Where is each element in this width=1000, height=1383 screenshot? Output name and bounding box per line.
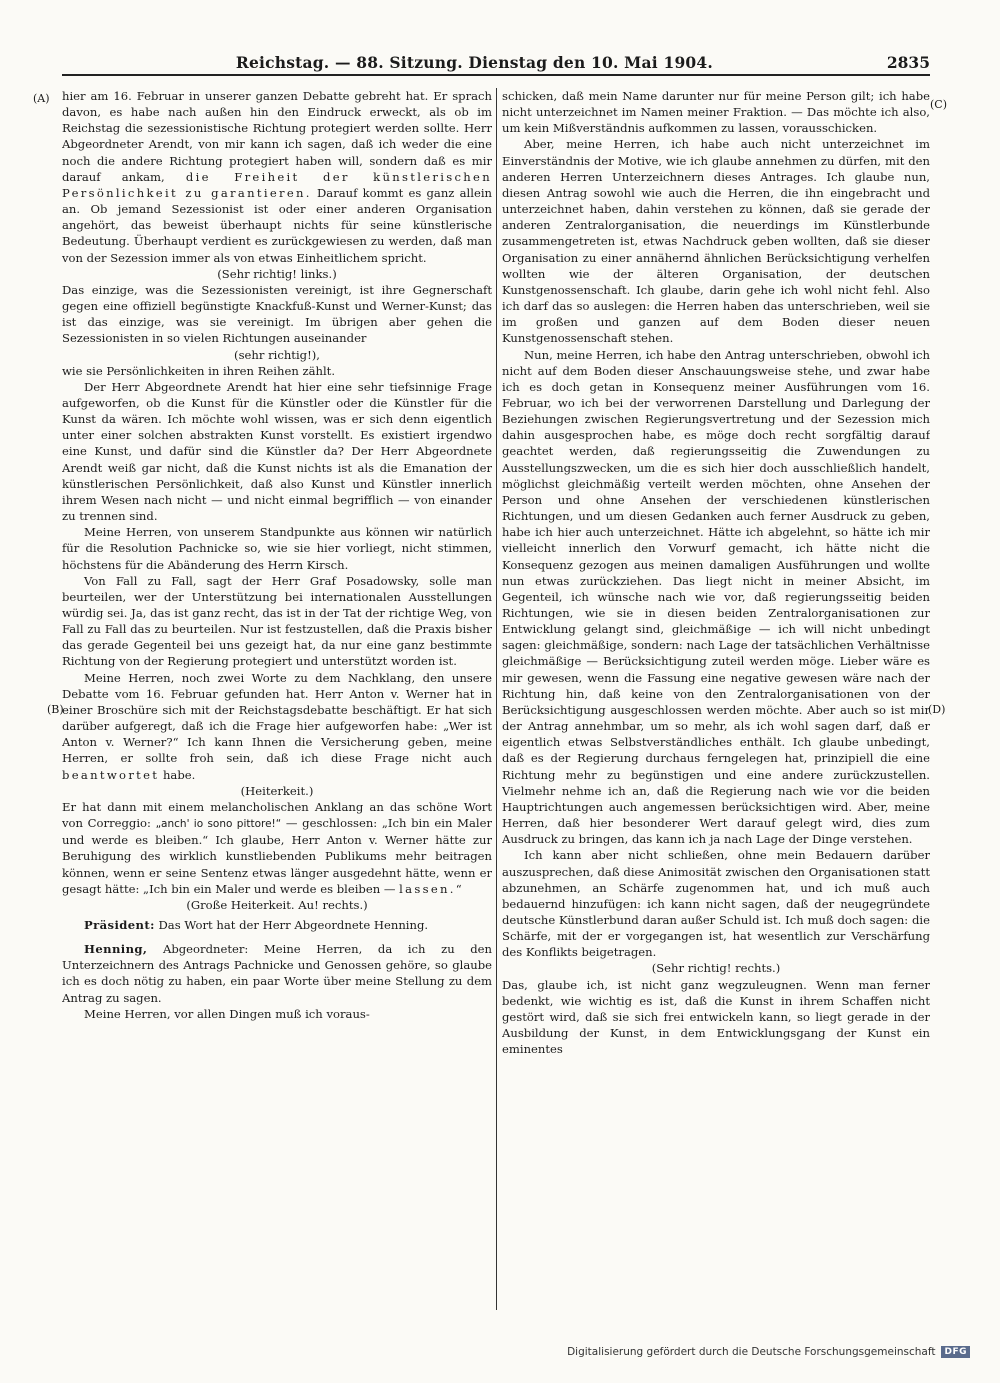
page-header [62, 50, 930, 76]
paragraph [62, 799, 492, 897]
digitization-credit: Digitalisierung gefördert durch die Deutsche Forschungsgemeinschaft [567, 1346, 936, 1358]
page-footer [567, 1346, 970, 1358]
paragraph: Meine Herren, vor allen Dingen muß ich voraus- [84, 1006, 370, 1021]
text-run: hier am 16. Februar in unserer ganzen Debatte gebreht hat. Er sprach davon, es habe nach außen hin den Eindruck erweckt, als ob im Reichstag die sezessionistische Richtung protegiert werden sollte. Herr Abgeordneter Arendt, von mir kann ich sagen, daß ich weder die eine noch die andere Richtung protegiert haben will, sondern daß es mir darauf ankam, [62, 89, 492, 184]
text-run: Er hat dann mit einem melancholischen Anklang an das schöne Wort von Correggio: [62, 799, 492, 831]
speaker-name: Präsident: [84, 917, 155, 932]
emphasis-text: die Freiheit der künstlerischen Persönlichkeit zu garantieren. [62, 169, 492, 200]
text-run: Darauf kommt es ganz allein an. Ob jemand Sezessionist ist oder einer anderen Organisation angehört, das beweist überhaupt nichts für seine künstlerische Bedeutung. Überhaupt verdient es zurückgewiesen zu werden, daß man von der Sezession immer als von etwas Einheitlichem spricht. [62, 185, 492, 265]
speaker-paragraph [62, 941, 492, 1006]
paragraph: Das, glaube ich, ist nicht ganz wegzuleugnen. Wenn man ferner bedenkt, wie wichtig es ist, daß die Kunst in ihrem Schaffen nicht gestört wird, daß sie sich frei entwickeln kann, so liegt gerade in der Ausbildung der Kunst, in dem Entwicklungsgang der Kunst ein eminentes [502, 977, 930, 1057]
interjection: (sehr richtig!), [234, 347, 320, 362]
text-run: Abgeordneter: Meine Herren, da ich zu den Unterzeichnern des Antrags Pachnicke und Genossen gehöre, so glaube ich es doch nötig zu haben, ein paar Worte über meine Stellung zu dem Antrag zu sagen. [62, 942, 492, 1005]
paragraph: wie sie Persönlichkeiten in ihren Reihen zählt. [62, 363, 336, 378]
paragraph: Meine Herren, von unserem Standpunkte aus können wir natürlich für die Resolution Pachnicke so, wie sie hier vorliegt, nicht stimmen, höchstens für die Abänderung des Herrn Kirsch. [62, 525, 492, 572]
margin-marker-c: (C) [930, 98, 947, 111]
paragraph: Ich kann aber nicht schließen, ohne mein Bedauern darüber auszusprechen, daß diese Animosität zwischen den Organisationen statt abzunehmen, an Schärfe zugenommen hat, und ich muß auch bedauernd hinzufügen: ich kann nicht sagen, daß der neugegründete deutsche Künstlerbund daran außer Schuld ist. Ich muß doch sagen: die Schärfe, mit der er vorgegangen ist, hat wesentlich zur Verschärfung des Konflikts beigetragen. [502, 848, 930, 960]
speaker-name: Henning, [84, 942, 148, 957]
text-run: — geschlossen: „Ich bin ein Maler und werde es bleiben.“ Ich glaube, Herr Anton v. Werner hätte zur Beruhigung des wirklich kunstliebenden Publikums mehr beitragen können, wenn er seine Sentenz etwas länger ausgedehnt hätte, wenn er gesagt hätte: „Ich bin ein Maler und werde es bleiben — [62, 816, 492, 896]
text-run: “ [455, 881, 462, 896]
paragraph: Von Fall zu Fall, sagt der Herr Graf Posadowsky, solle man beurteilen, wer der Unterstützung bei internationalen Ausstellungen würdig sei. Ja, das ist ganz recht, das ist in der Tat der richtige Weg, von Fall zu Fall das zu beurteilen. Nur ist festzustellen, daß die Praxis bisher das gerade Gegenteil bei uns gezeigt hat, da nur eine ganz bestimmte Richtung von der Regierung protegiert und unterstützt worden ist. [62, 573, 492, 669]
emphasis-text: lassen. [399, 881, 456, 896]
text-run: Das Wort hat der Herr Abgeordnete Henning. [158, 917, 429, 932]
interjection: (Sehr richtig! links.) [217, 266, 337, 281]
running-head: Reichstag. — 88. Sitzung. Dienstag den 10. Mai 1904. [235, 53, 713, 72]
column-divider [496, 88, 497, 1310]
text-run: habe. [162, 767, 196, 782]
text-run: Meine Herren, noch zwei Worte zu dem Nachklang, den unsere Debatte vom 16. Februar gefunden hat. Herr Anton v. Werner hat in einer Broschüre sich mit der Reichstagsdebatte beschäftigt. Er hat sich darüber aufgeregt, daß ich die Frage hier aufgeworfen habe: „Wer ist Anton v. Werner?“ Ich kann Ihnen die Versicherung geben, meine Herren, er sollte froh sein, daß ich diese Frage nicht auch [62, 670, 492, 766]
interjection: (Große Heiterkeit. Au! rechts.) [186, 897, 368, 912]
dfg-logo-icon: DFG [941, 1346, 970, 1358]
margin-marker-b: (B) [47, 703, 64, 716]
emphasis-text: beantwortet [62, 767, 160, 782]
latin-quote: „anch' io sono pittore!“ [155, 818, 282, 831]
right-column [502, 88, 930, 1308]
interjection: (Heiterkeit.) [240, 783, 314, 798]
paragraph: schicken, daß mein Name darunter nur für meine Person gilt; ich habe nicht unterzeichnet im Namen meiner Fraktion. — Das möchte ich also, um kein Mißverständnis aufkommen zu lassen, vorausschicken. [502, 89, 930, 136]
paragraph [62, 88, 492, 266]
paragraph: Der Herr Abgeordnete Arendt hat hier eine sehr tiefsinnige Frage aufgeworfen, ob die Kunst für die Künstler oder die Künstler für die Kunst da wären. Ich möchte wohl wissen, was er sich denn eigentlich unter einer solchen abstrakten Kunst vorstellt. Es existiert irgendwo eine Kunst, und dafür sind die Künstler da? Der Herr Abgeordnete Arendt weiß gar nicht, daß die Kunst nichts ist als die Emanation der künstlerischen Persönlichkeit, daß also Kunst und Künstler innerlich ihrem Wesen nach nicht — und nicht einmal begrifflich — von einander zu trennen sind. [62, 379, 492, 524]
paragraph [62, 670, 492, 783]
paragraph: Nun, meine Herren, ich habe den Antrag unterschrieben, obwohl ich nicht auf dem Boden dieser Anschauungsweise stehe, und zwar habe ich es doch getan in Konsequenz meiner Ausführungen vom 16. Februar, wo ich bei der verworrenen Darstellung und Darlegung der Beziehungen zwischen Regierungsvertretung und der Sezession mich dahin ausgesprochen habe, es möge doch recht sorgfältig darauf geachtet werden, daß regierungsseitig die Zuwendungen zu Ausstellungszwecken, um die es sich hier doch ausschließlich handelt, möglichst gleichmäßig verteilt werden möchten, ohne Ansehen der Person und ohne Ansehen der verschiedenen künstlerischen Richtungen, und um diesen Gedanken auch ferner Ausdruck zu geben, habe ich hier auch unterzeichnet. Hätte ich abgelehnt, so hätte ich mir vielleicht innerlich den Vorwurf gemacht, ich hätte nicht die Konsequenz gezogen aus meinen damaligen Ausführungen und wollte nun etwas zurückziehen. Das liegt nicht in meiner Absicht, im Gegenteil, ich wünsche nach wie vor, daß regierungsseitig beiden Richtungen, wie sie in diesen beiden Zentralorganisationen zur Entwicklung gelangt sind, gleichmäßige — ich will nicht unbedingt sagen: gleichmäßige, sondern: nach Lage der tatsächlichen Verhältnisse gleichmäßige — Berücksichtigung zuteil werden möge. Lieber wäre es mir gewesen, wenn die Fassung eine negative gewesen wäre nach der Richtung hin, daß keine von den Zentralorganisationen von der Berücksichtigung ausgeschlossen werden möchte. Aber auch so ist mir der Antrag annehmbar, um so mehr, als ich wohl sagen darf, daß er eigentlich etwas Selbstverständliches enthält. Ich glaube unbedingt, daß es der Regierung durchaus ferngelegen hat, prinzipiell die eine Richtung mehr zu begünstigen und eine andere zurückzustellen. Vielmehr nehme ich an, daß die Regierung nach wie vor die beiden Hauptrichtungen auch angemessen berücksichtigen wird. Aber, meine Herren, daß hier besonderer Wert darauf gelegt wird, dies zum Ausdruck zu bringen, das kann ich ja nach Lage der Dinge verstehen. [502, 347, 930, 847]
margin-marker-d: (D) [928, 703, 946, 716]
paragraph: Das einzige, was die Sezessionisten vereinigt, ist ihre Gegnerschaft gegen eine offiziell begünstigte Knackfuß-Kunst und Werner-Kunst; das ist das einzige, was sie vereinigt. Im übrigen aber gehen die Sezessionisten in so vielen Richtungen auseinander [62, 282, 492, 346]
speaker-paragraph [62, 917, 492, 933]
page-number: 2835 [886, 53, 930, 72]
interjection: (Sehr richtig! rechts.) [651, 961, 781, 976]
margin-marker-a: (A) [33, 92, 50, 105]
left-column [62, 88, 492, 1308]
paragraph: Aber, meine Herren, ich habe auch nicht unterzeichnet im Einverständnis der Motive, wie ich glaube annehmen zu dürfen, mit den anderen Herren Unterzeichnern dieses Antrages. Ich glaube nun, diesen Antrag sowohl wie auch die Herren, die ihn eingebracht und unterzeichnet haben, dahin verstehen zu können, daß sie gerade der anderen Zentralorganisation, die neuerdings im Künstlerbunde zusammengetreten ist, etwas Nachdruck geben wollten, daß sie dieser Organisation zu einer annähernd ähnlichen Berücksichtigung verhelfen wollten wie der älteren Organisation, der deutschen Kunstgenossenschaft. Ich glaube, darin gehe ich wohl nicht fehl. Also ich darf das so auslegen: die Herren haben das unterschrieben, weil sie im großen und ganzen auf dem Boden dieser neuen Kunstgenossenschaft stehen. [502, 137, 930, 346]
